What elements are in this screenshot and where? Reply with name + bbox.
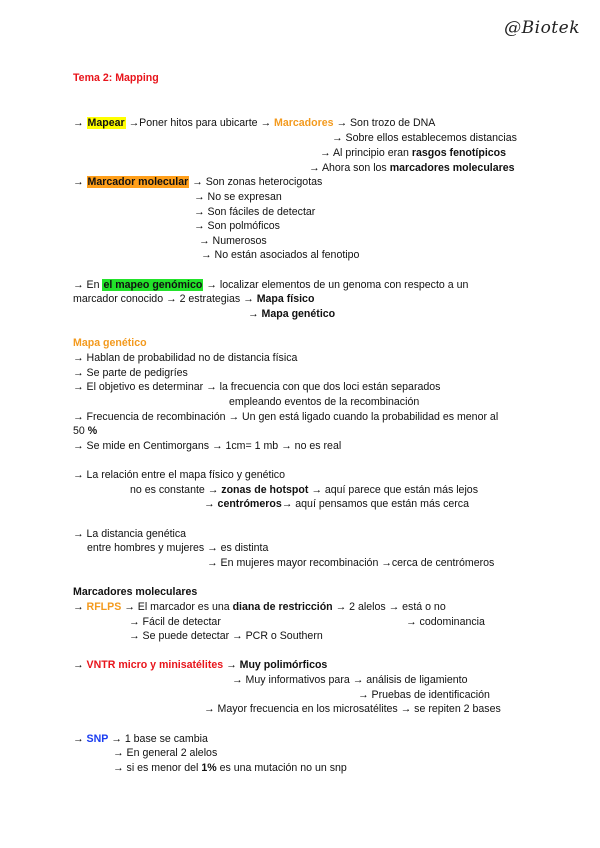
note-line bbox=[73, 351, 297, 365]
text-segment: → Hablan de probabilidad no de distancia física bbox=[73, 352, 298, 364]
note-line bbox=[204, 702, 501, 716]
note-line bbox=[129, 629, 323, 643]
text-segment: → Ahora son los bbox=[309, 162, 390, 174]
text-segment: → Frecuencia de recombinación → Un gen está ligado cuando la probabilidad es menor al bbox=[73, 411, 499, 423]
highlighted-term: marcadores moleculares bbox=[389, 162, 515, 174]
section-heading bbox=[73, 585, 197, 599]
highlighted-term: % bbox=[87, 425, 98, 437]
note-line bbox=[73, 380, 440, 394]
text-segment: no es constante → bbox=[130, 484, 222, 496]
text-segment: → bbox=[73, 733, 87, 745]
highlighted-term: zonas de hotspot bbox=[221, 484, 309, 496]
text-segment: → Se mide en Centimorgans → 1cm= 1 mb → no es real bbox=[73, 440, 342, 452]
text-segment: → bbox=[223, 659, 240, 671]
highlighted-term: centrómeros bbox=[217, 498, 282, 510]
text-segment: → Pruebas de identificación bbox=[358, 689, 490, 701]
text-segment: 50 bbox=[73, 425, 88, 437]
text-segment: → Se parte de pedigríes bbox=[73, 367, 188, 379]
text-segment: → Numerosos bbox=[199, 235, 267, 247]
note-line bbox=[113, 746, 217, 760]
note-line bbox=[194, 205, 315, 219]
note-line bbox=[199, 234, 267, 248]
text-segment: marcador conocido → 2 estrategias → bbox=[73, 293, 257, 305]
note-line bbox=[406, 615, 485, 629]
highlighted-term: Marcador molecular bbox=[87, 176, 189, 188]
text-segment: → bbox=[248, 308, 262, 320]
note-line bbox=[73, 658, 327, 672]
text-segment: → si es menor del bbox=[113, 762, 202, 774]
note-line bbox=[73, 600, 446, 614]
highlighted-term: Marcadores bbox=[274, 117, 334, 129]
text-segment: → En mujeres mayor recombinación →cerca de centrómeros bbox=[207, 557, 495, 569]
text-segment: → La distancia genética bbox=[73, 528, 187, 540]
text-segment: → bbox=[73, 117, 87, 129]
text-segment: → aquí parece que están más lejos bbox=[308, 484, 478, 496]
note-line bbox=[129, 615, 221, 629]
text-segment: → 1 base se cambia bbox=[108, 733, 208, 745]
text-segment: → Fácil de detectar bbox=[129, 616, 221, 628]
highlighted-term: Mapear bbox=[87, 117, 125, 129]
note-line bbox=[201, 248, 359, 262]
text-segment: → Son zonas heterocigotas bbox=[189, 176, 323, 188]
text-segment: → No se expresan bbox=[194, 191, 282, 203]
note-line bbox=[332, 131, 517, 145]
note-line bbox=[73, 527, 186, 541]
note-line bbox=[73, 468, 285, 482]
highlighted-term: Mapa genético bbox=[261, 308, 336, 320]
text-segment: → Son fáciles de detectar bbox=[194, 206, 316, 218]
note-line bbox=[113, 761, 347, 775]
text-segment: → En bbox=[73, 279, 103, 291]
text-segment: → No están asociados al fenotipo bbox=[201, 249, 360, 261]
note-line bbox=[73, 732, 208, 746]
highlighted-term: SNP bbox=[86, 733, 109, 745]
note-line bbox=[73, 292, 314, 306]
note-line bbox=[358, 688, 490, 702]
highlighted-term: VNTR micro y minisatélites bbox=[86, 659, 224, 671]
text-segment: → codominancia bbox=[406, 616, 485, 628]
note-line bbox=[194, 190, 282, 204]
note-line bbox=[73, 366, 188, 380]
text-segment: → Sobre ellos establecemos distancias bbox=[332, 132, 517, 144]
text-segment: → aquí pensamos que están más cerca bbox=[281, 498, 469, 510]
text-segment: → En general 2 alelos bbox=[113, 747, 218, 759]
highlighted-term: el mapeo genómico bbox=[103, 279, 203, 291]
highlighted-term: Mapa genético bbox=[73, 337, 147, 349]
text-segment: → Muy informativos para → análisis de ligamiento bbox=[232, 674, 468, 686]
note-line bbox=[130, 483, 478, 497]
highlighted-term: Marcadores moleculares bbox=[73, 586, 198, 598]
text-segment: es una mutación no un snp bbox=[216, 762, 347, 774]
note-line bbox=[73, 175, 322, 189]
text-segment: → bbox=[73, 659, 87, 671]
note-line bbox=[229, 395, 419, 409]
page-title: Tema 2: Mapping bbox=[73, 72, 159, 84]
text-segment: → bbox=[204, 498, 218, 510]
note-line bbox=[73, 424, 97, 438]
highlighted-term: RFLPS bbox=[86, 601, 122, 613]
note-line bbox=[320, 146, 506, 160]
highlighted-term: 1% bbox=[201, 762, 217, 774]
text-segment: → localizar elementos de un genoma con respecto a un bbox=[203, 279, 469, 291]
text-segment: → El marcador es una bbox=[121, 601, 233, 613]
text-segment: → bbox=[73, 176, 87, 188]
highlighted-term: Mapa físico bbox=[256, 293, 315, 305]
note-line bbox=[194, 219, 280, 233]
text-segment: → 2 alelos → está o no bbox=[332, 601, 446, 613]
text-segment: → Son trozo de DNA bbox=[333, 117, 436, 129]
text-segment: →Poner hitos para ubicarte → bbox=[125, 117, 275, 129]
text-segment: → Mayor frecuencia en los microsatélites → se repiten 2 bases bbox=[204, 703, 501, 715]
text-segment: → La relación entre el mapa físico y genético bbox=[73, 469, 285, 481]
note-line bbox=[248, 307, 335, 321]
text-segment: → Son polmóficos bbox=[194, 220, 280, 232]
note-line bbox=[207, 556, 494, 570]
text-segment: → bbox=[73, 601, 87, 613]
section-heading bbox=[73, 336, 147, 350]
text-segment: → Al principio eran bbox=[320, 147, 412, 159]
note-line bbox=[309, 161, 515, 175]
note-line bbox=[204, 497, 469, 511]
note-line bbox=[73, 439, 341, 453]
text-segment: entre hombres y mujeres → es distinta bbox=[87, 542, 269, 554]
text-segment: → El objetivo es determinar → la frecuencia con que dos loci están separados bbox=[73, 381, 441, 393]
highlighted-term: diana de restricción bbox=[232, 601, 333, 613]
note-line bbox=[73, 410, 498, 424]
text-segment: → Se puede detectar → PCR o Southern bbox=[129, 630, 323, 642]
note-line bbox=[232, 673, 468, 687]
note-line bbox=[73, 116, 435, 130]
text-segment: empleando eventos de la recombinación bbox=[229, 396, 420, 408]
note-line bbox=[87, 541, 268, 555]
note-line bbox=[73, 278, 468, 292]
highlighted-term: rasgos fenotípicos bbox=[411, 147, 507, 159]
highlighted-term: Muy polimórficos bbox=[239, 659, 328, 671]
watermark-signature: @Biotek bbox=[504, 18, 580, 38]
